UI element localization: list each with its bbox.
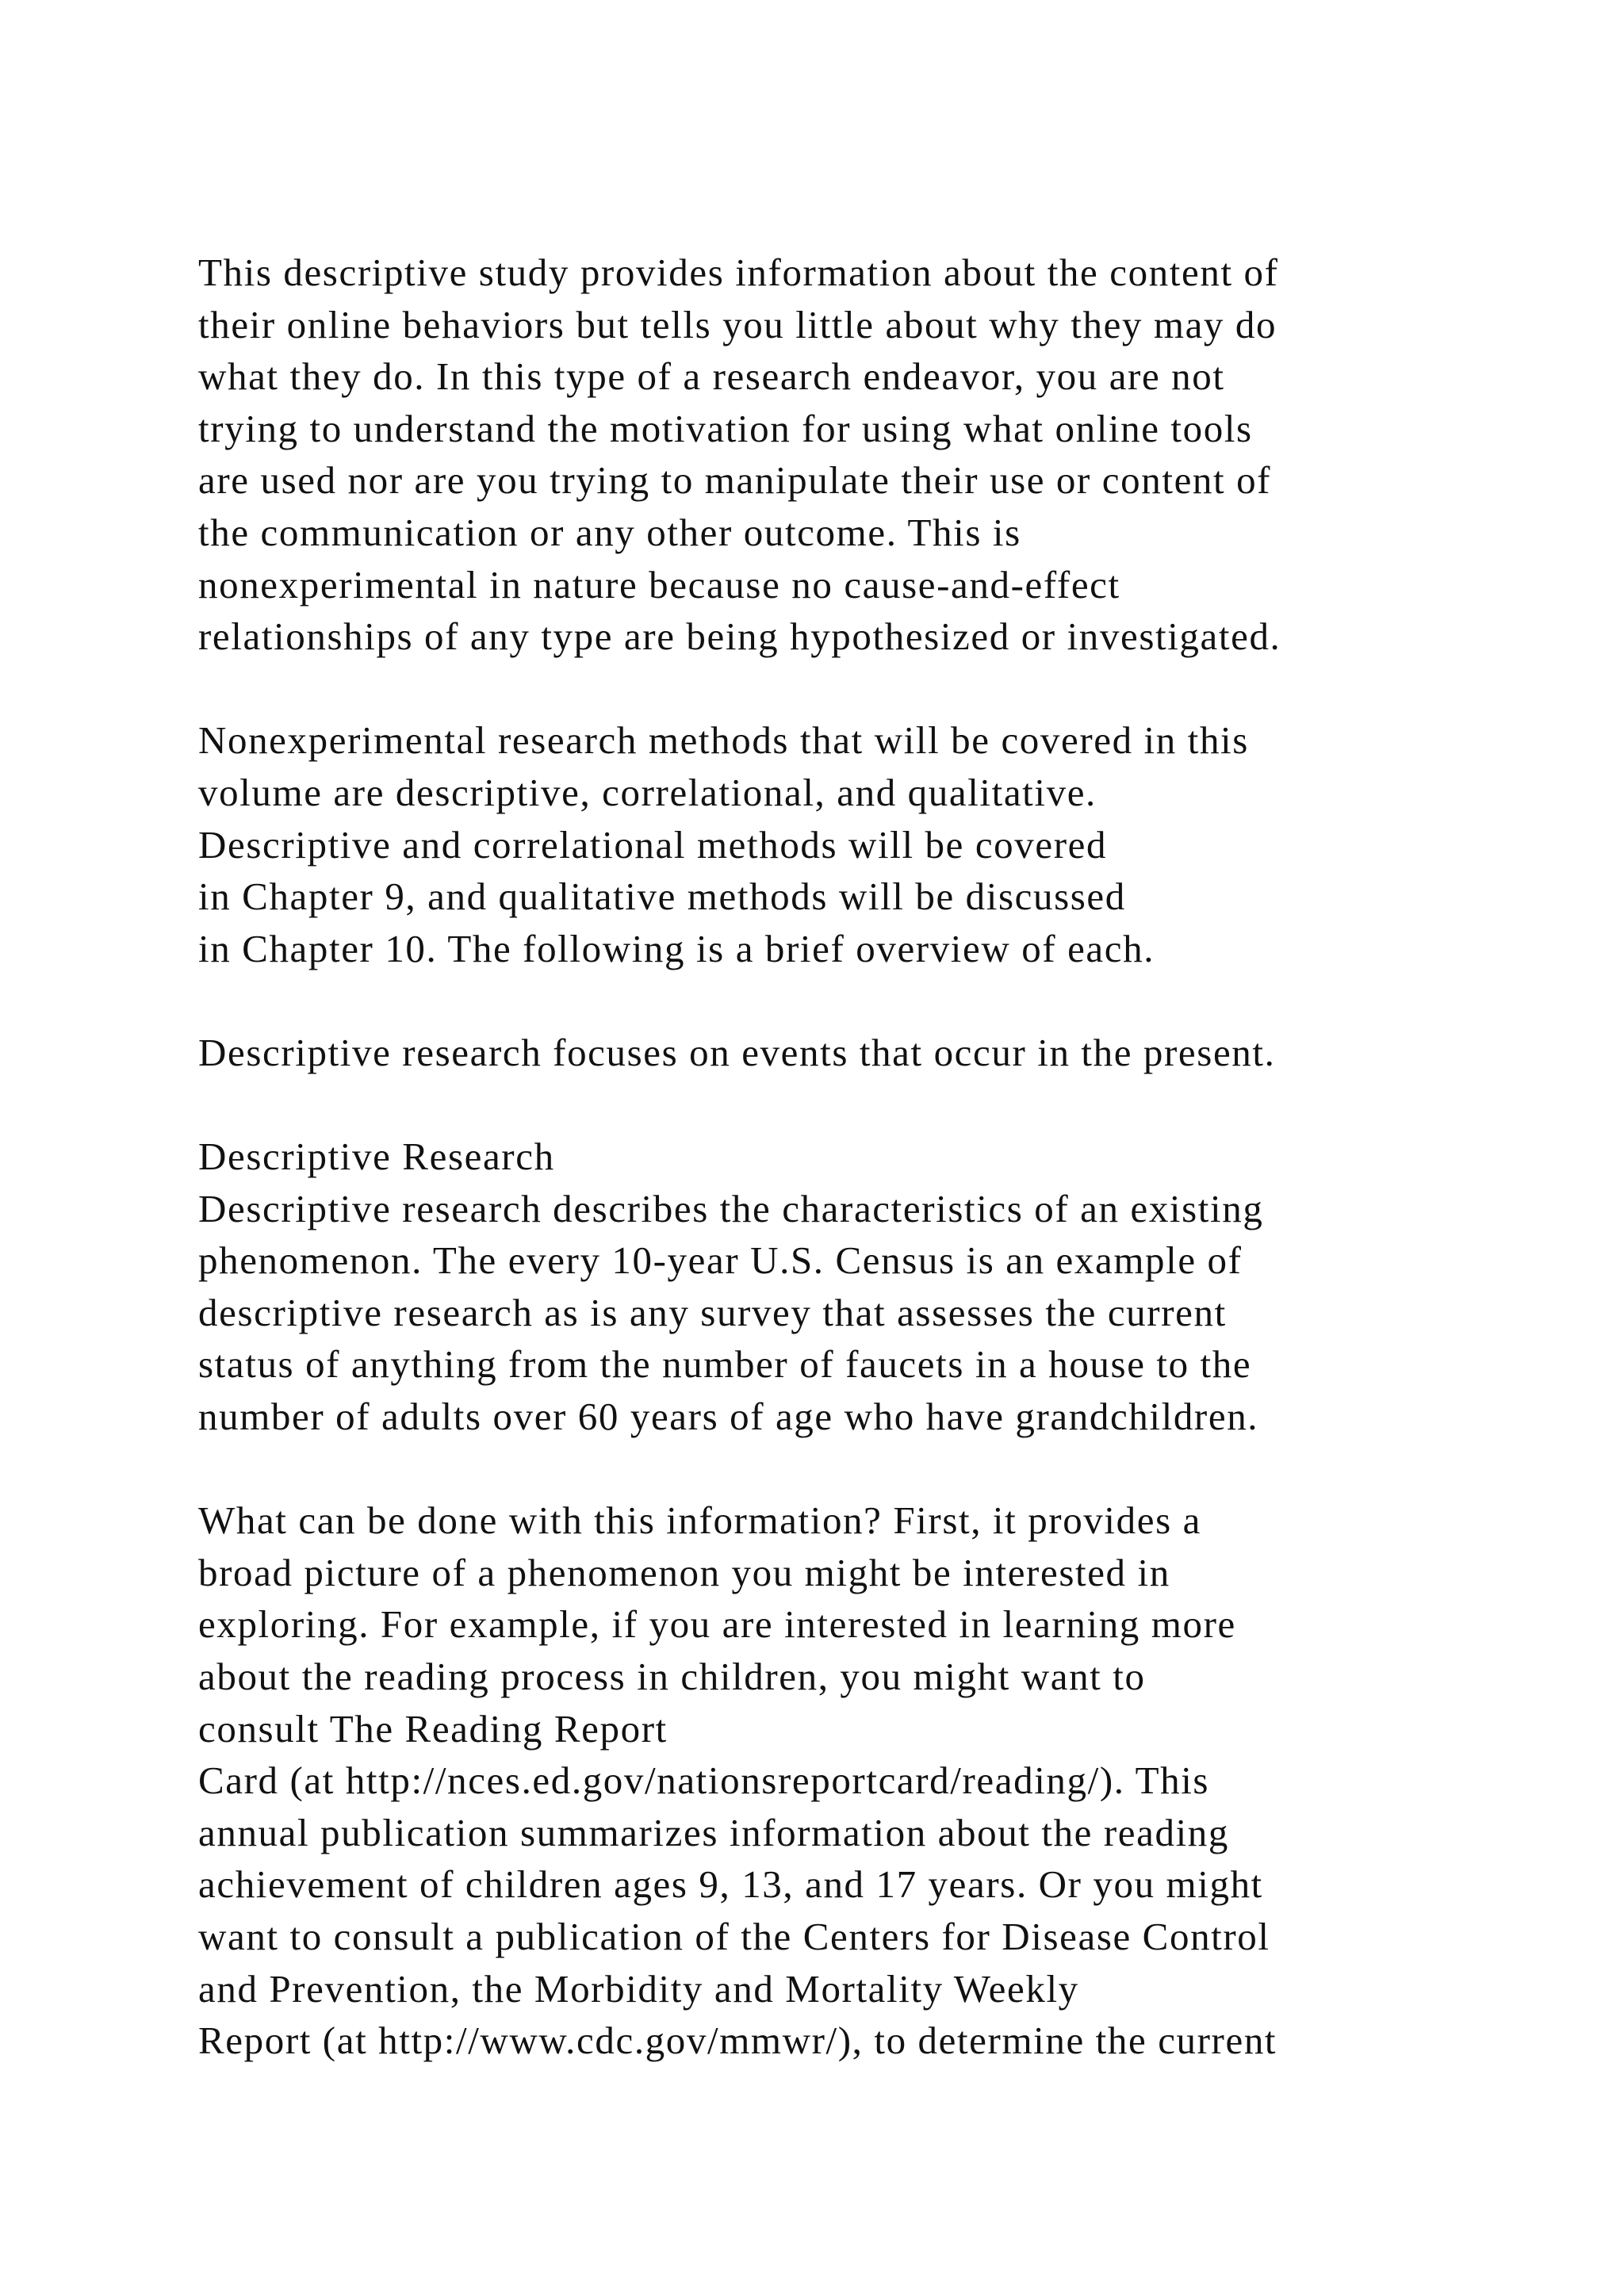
text-line: about the reading process in children, you might want to (198, 1655, 1146, 1699)
text-line: descriptive research as is any survey that assesses the current (198, 1290, 1227, 1334)
text-line: Descriptive research focuses on events that occur in the present. (198, 1030, 1276, 1074)
paragraph-nonexperimental-methods (198, 714, 1546, 974)
section-heading: Descriptive Research (198, 1135, 555, 1179)
text-line: are used nor are you trying to manipulate their use or content of (198, 458, 1272, 503)
text-line: This descriptive study provides information about the content of (198, 251, 1279, 294)
text-line: the communication or any other outcome. This is (198, 510, 1021, 554)
text-line: achievement of children ages 9, 13, and 17 years. Or you might (198, 1862, 1263, 1907)
paragraph-what-can-be-done (198, 1494, 1546, 2067)
text-line: consult The Reading Report (198, 1706, 668, 1751)
text-line: annual publication summarizes information about the reading (198, 1810, 1229, 1854)
text-line: phenomenon. The every 10-year U.S. Census is an example of (198, 1238, 1243, 1283)
text-line: relationships of any type are being hypothesized or investigated. (198, 614, 1281, 659)
text-line: broad picture of a phenomenon you might be interested in (198, 1550, 1170, 1594)
paragraph-descriptive-study (198, 247, 1546, 663)
paragraph-descriptive-research (198, 1131, 1546, 1443)
paragraph-descriptive-focus (198, 1027, 1546, 1079)
text-line: Nonexperimental research methods that will be covered in this (198, 718, 1249, 763)
text-line: number of adults over 60 years of age who have grandchildren. (198, 1395, 1259, 1439)
text-line: trying to understand the motivation for using what online tools (198, 406, 1253, 450)
text-line: Card (at http://nces.ed.gov/nationsreportcard/reading/). This (198, 1758, 1210, 1803)
body-text (198, 247, 1546, 2118)
text-line: Descriptive and correlational methods will be covered (198, 822, 1108, 867)
text-line: exploring. For example, if you are interested in learning more (198, 1602, 1236, 1647)
text-line: Descriptive research describes the characteristics of an existing (198, 1186, 1264, 1230)
text-line: Report (at http://www.cdc.gov/mmwr/), to determine the current (198, 2019, 1277, 2063)
text-line: What can be done with this information? First, it provides a (198, 1498, 1201, 1543)
text-line: in Chapter 10. The following is a brief overview of each. (198, 926, 1155, 970)
text-line: status of anything from the number of faucets in a house to the (198, 1342, 1252, 1387)
text-line: their online behaviors but tells you little about why they may do (198, 302, 1277, 346)
text-line: what they do. In this type of a research endeavor, you are not (198, 354, 1225, 399)
text-line: nonexperimental in nature because no cause-and-effect (198, 562, 1120, 607)
text-line: and Prevention, the Morbidity and Mortality Weekly (198, 1966, 1079, 2011)
text-line: want to consult a publication of the Centers for Disease Control (198, 1915, 1270, 1958)
text-line: in Chapter 9, and qualitative methods will be discussed (198, 874, 1126, 919)
text-line: volume are descriptive, correlational, and qualitative. (198, 770, 1097, 814)
